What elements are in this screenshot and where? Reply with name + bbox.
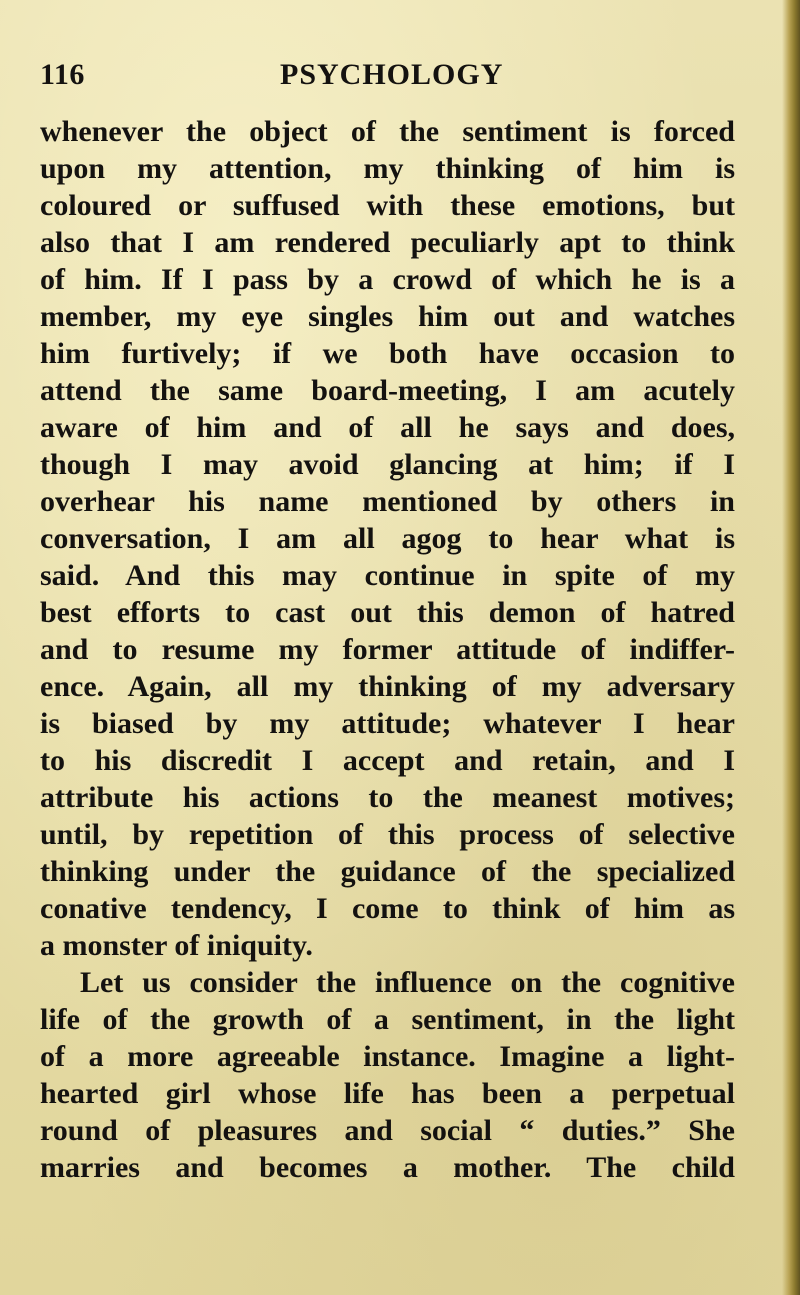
text-line: life of the growth of a sentiment, in the light <box>40 1003 735 1036</box>
text-line: conative tendency, I come to think of him as <box>40 892 735 925</box>
text-line: attribute his actions to the meanest motives; <box>40 781 735 814</box>
paragraph-start-line: Let us consider the influence on the cognitive <box>80 966 735 999</box>
text-line: until, by repetition of this process of selective <box>40 818 735 851</box>
text-line: aware of him and of all he says and does, <box>40 411 735 444</box>
text-line: attend the same board-meeting, I am acutely <box>40 374 735 407</box>
text-line: hearted girl whose life has been a perpetual <box>40 1077 735 1110</box>
text-line: also that I am rendered peculiarly apt to think <box>40 226 735 259</box>
text-line: conversation, I am all agog to hear what is <box>40 522 735 555</box>
text-line: ence. Again, all my thinking of my adversary <box>40 670 735 703</box>
page-number: 116 <box>40 58 85 91</box>
text-line: member, my eye singles him out and watches <box>40 300 735 333</box>
paragraph-end-line: a monster of iniquity. <box>40 929 313 962</box>
body-text <box>40 113 735 1186</box>
text-line: of him. If I pass by a crowd of which he is a <box>40 263 735 296</box>
text-line: coloured or suffused with these emotions, but <box>40 189 735 222</box>
text-line: though I may avoid glancing at him; if I <box>40 448 735 481</box>
text-line: him furtively; if we both have occasion to <box>40 337 735 370</box>
text-line: best efforts to cast out this demon of hatred <box>40 596 735 629</box>
text-line: is biased by my attitude; whatever I hear <box>40 707 735 740</box>
text-line: marries and becomes a mother. The child <box>40 1151 735 1184</box>
text-line: said. And this may continue in spite of my <box>40 559 735 592</box>
text-line: overhear his name mentioned by others in <box>40 485 735 518</box>
text-line: and to resume my former attitude of indiffer- <box>40 633 735 666</box>
text-line: thinking under the guidance of the specialized <box>40 855 735 888</box>
running-head <box>40 58 760 102</box>
text-line: upon my attention, my thinking of him is <box>40 152 735 185</box>
running-title: PSYCHOLOGY <box>280 58 504 91</box>
text-line: whenever the object of the sentiment is forced <box>40 115 735 148</box>
text-line: round of pleasures and social “ duties.” She <box>40 1114 735 1147</box>
page-edge <box>782 0 800 1295</box>
text-line: of a more agreeable instance. Imagine a light- <box>40 1040 735 1073</box>
text-line: to his discredit I accept and retain, and I <box>40 744 735 777</box>
